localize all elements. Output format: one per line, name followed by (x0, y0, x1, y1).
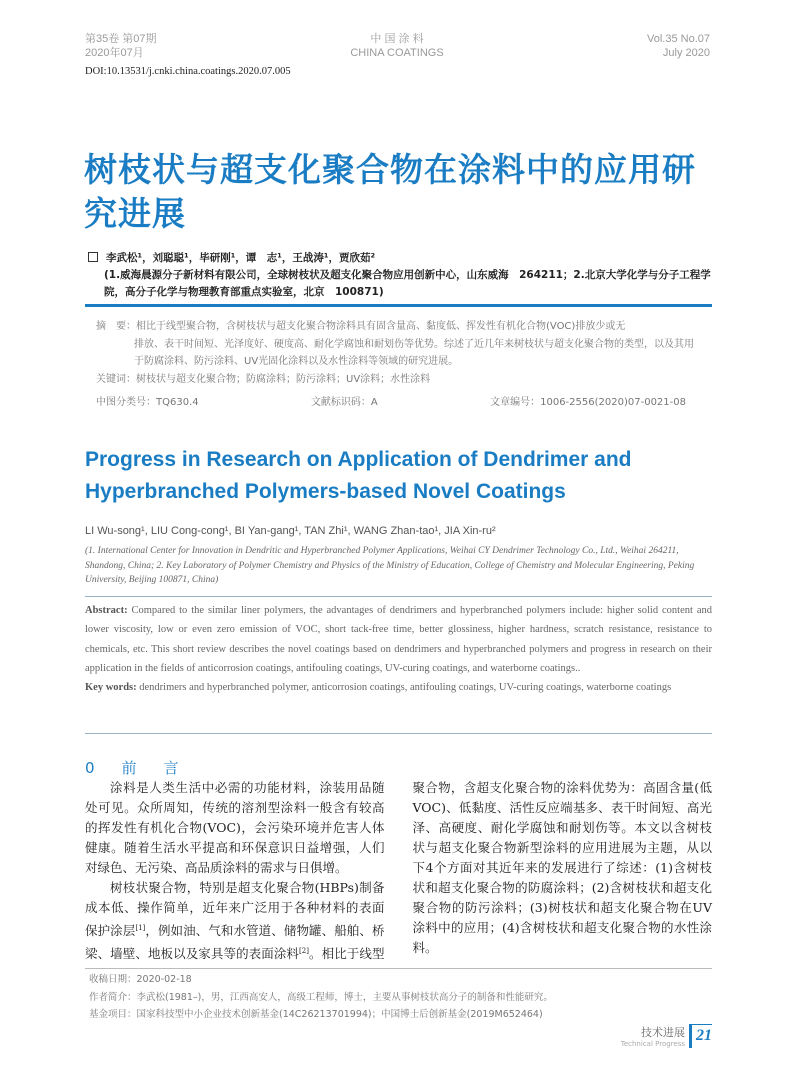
article-number: 文章编号：1006-2556(2020)07-0021-08 (490, 397, 686, 408)
affiliation-en: (1. International Center for Innovation in Dendritic and Hyperbranched Polymer Applications, Weihai CY Dendrimer Technology Co., Ltd., Weihai 264211, Shandong, China; 2. Key Laboratory of Polymer Chemistry and Physics of the Ministry of Education, College of Chemistry and Molecular Engineering, Peking University, Beijing 100871, China) (85, 546, 695, 585)
footnotes (85, 968, 712, 1024)
citation-link[interactable]: [2] (299, 947, 309, 956)
abstract-en (85, 601, 712, 697)
abstract-en-label: Abstract: (85, 605, 128, 616)
abstract-cn (96, 318, 696, 388)
journal-name-cn: 中 国 涂 料 (370, 33, 424, 45)
citation-link[interactable]: [1] (135, 924, 146, 932)
funding: 基金项目：国家科技型中小企业技术创新基金(14C26213701994)；中国博士后创新基金(2019M652464) (89, 1009, 543, 1021)
page-number (689, 1024, 712, 1048)
paragraph: 涂料是人类生活中必需的功能材料，涂装用品随处可见。众所周知，传统的溶剂型涂料一般含有较高的挥发性有机化合物(VOC)，会污染环境并危害人体健康。随着生活水平提高和环保意识日益增强，人们对绿色、无污染、高品质涂料的需求与日俱增。 (85, 780, 385, 875)
keywords-en-text: dendrimers and hyperbranched polymer, anticorrosion coatings, antifouling coatings, UV-curing coatings, waterborne coatings (136, 682, 672, 694)
footer-section-en: Technical Progress (620, 1040, 685, 1048)
volume-en: Vol.35 No.07 (647, 33, 710, 45)
issue-date: 2020年07月 (85, 47, 144, 59)
affiliation-cn: (1.威海晨源分子新材料有限公司，全球树枝状及超支化聚合物应用创新中心，山东威海 264211；2.北京大学化学与分子工程学院，高分子化学与物理教育部重点实验室，北京 100871) (104, 269, 711, 298)
classification-row (96, 393, 686, 408)
paragraph-text: 。相比于线型聚合物，含超支化聚合物的涂料优势为：高固含量(低VOC)、低黏度、活性反应端基多、表干时间短、高光泽、高硬度、耐化学腐蚀和耐划伤等。本文以含树枝状与超支化聚合物新型涂料的应用进展为主题，从以下4个方面对其近年来的发展进行了综述：(1)含树枝状和超支化聚合物的防腐涂料；(2)含树枝状和超支化聚合物的防污涂料；(3)树枝状和超支化聚合物在UV涂料中的应用；(4)含树枝状和超支化聚合物的水性涂料。 (308, 780, 712, 962)
page-footer (621, 1024, 712, 1048)
paragraph-text: ，例如油、气和水管道、储物罐、船舶、桥梁、墙壁、地板以及家具等的表面涂料 (85, 923, 385, 962)
journal-name-en: CHINA COATINGS (350, 47, 444, 59)
title-cn: 树枝状与超支化聚合物在涂料中的应用研究进展 (84, 150, 696, 233)
keywords-cn: 关键词：树枝状与超支化聚合物；防腐涂料；防污涂料；UV涂料；水性涂料 (96, 373, 431, 385)
abstract-text-cont: 排放、表干时间短、光泽度好、硬度高、耐化学腐蚀和耐划伤等优势。综述了近几年来树枝状与超支化聚合物的类型，以及其用于防腐涂料、防污涂料、UV光固化涂料以及水性涂料等领域的研究进展。 (134, 338, 694, 367)
divider (85, 596, 712, 597)
author-bio: 作者简介：李武松(1981–)，男，江西高安人，高级工程师，博士，主要从事树枝状高分子的制备和性能研究。 (89, 991, 553, 1003)
keywords-en-label: Key words: (85, 682, 137, 694)
authors-block (88, 250, 712, 301)
footer-section-cn: 技术进展 (641, 1026, 685, 1039)
doi[interactable]: DOI:10.13531/j.cnki.china.coatings.2020.07.005 (85, 66, 291, 77)
issue-info-en (647, 32, 710, 60)
abstract-label: 摘 要： (96, 321, 136, 332)
body-text (85, 778, 712, 964)
date-en: July 2020 (662, 47, 710, 59)
abstract-text: 相比于线型聚合物，含树枝状与超支化聚合物涂料具有固含量高、黏度低、挥发性有机化合物(VOC)排放少或无 (136, 321, 626, 332)
doc-code: 文献标识码：A (310, 397, 378, 408)
page-number-text: 21 (696, 1027, 712, 1044)
authors-cn: 李武松¹，刘聪聪¹，毕研刚¹，谭 志¹，王战涛¹，贾欣茹² (106, 252, 376, 264)
divider (85, 304, 712, 307)
section-heading: 0 前 言 (85, 759, 185, 777)
lower-content (85, 778, 712, 1024)
title-en: Progress in Research on Application of Dendrimer and Hyperbranched Polymers-based Novel Coatings (85, 448, 632, 503)
divider (85, 733, 712, 734)
paragraph-text: 树枝状聚合物，特别是超支化聚合物(HBPs)制备成本低、操作简单，近年来广泛用于各种材料的表面保护涂层 (85, 880, 385, 939)
issue-volume: 第35卷 第07期 (85, 33, 157, 45)
square-icon (88, 252, 98, 262)
classification: 中图分类号：TQ630.4 (96, 397, 199, 408)
abstract-en-text: Compared to the similar liner polymers, the advantages of dendrimers and hyperbranched polymers include: higher solid content and lower viscosity, low or even zero emission of VOC, short tack-free time, better glossiness, higher hardness, scratch resistance, resistance to chemicals, etc. This short review describes the novel coatings based on dendrimers and hyperbranched polymers and progress in research on their application in the fields of anticorrosion coatings, antifouling coatings, UV-curing coatings, and waterborne coatings.. (85, 605, 712, 674)
authors-en: LI Wu-song¹, LIU Cong-cong¹, BI Yan-gang¹, TAN Zhi¹, WANG Zhan-tao¹, JIA Xin-ru² (85, 525, 496, 537)
received-date: 收稿日期：2020-02-18 (89, 974, 192, 986)
